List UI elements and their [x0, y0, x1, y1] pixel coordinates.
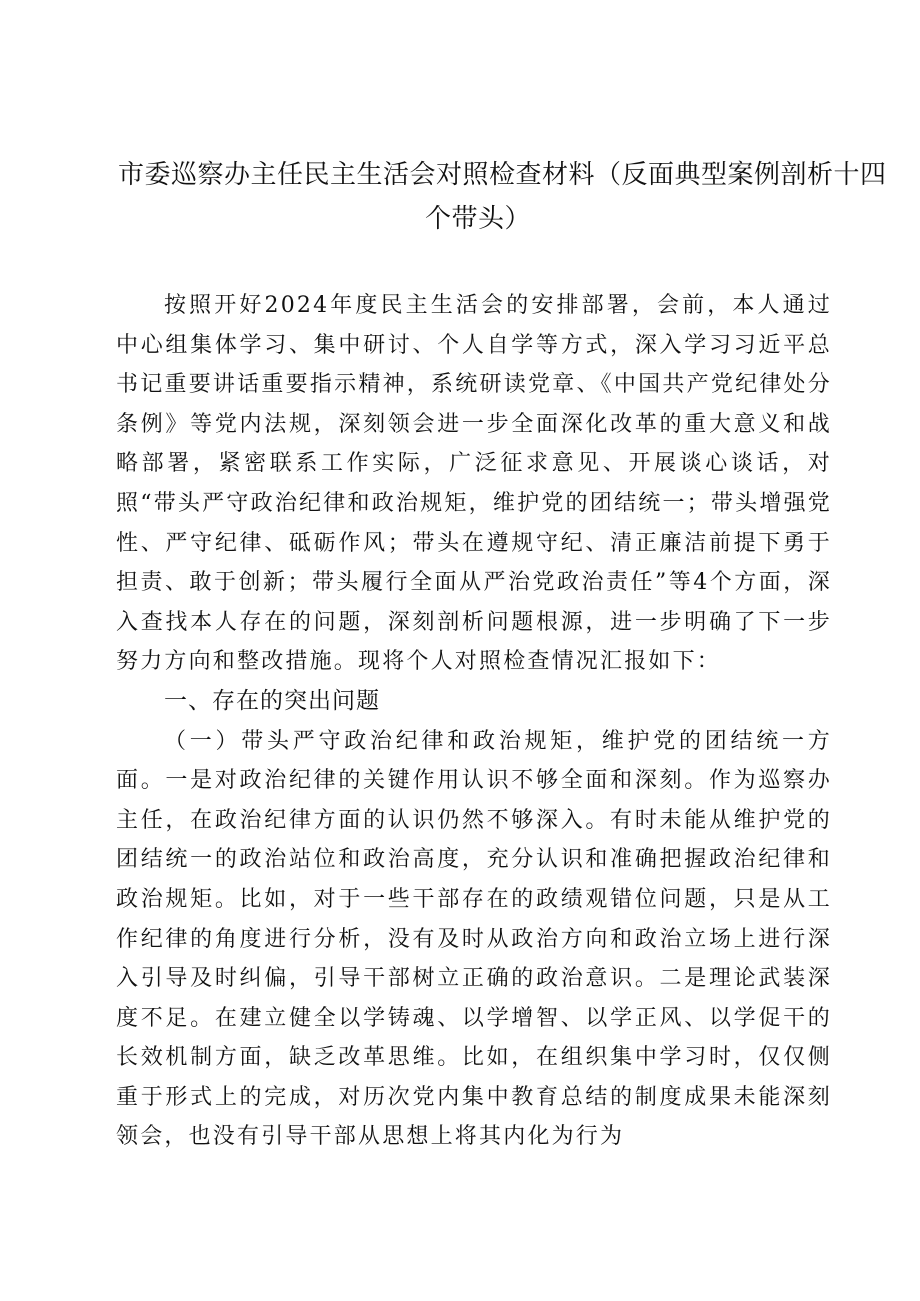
subsection-paragraph: （一）带头严守政治纪律和政治规矩，维护党的团结统一方面。一是对政治纪律的关键作用认识不够全面和深刻。作为巡察办主任，在政治纪律方面的认识仍然不够深入。有时未能从维护党的团结统一的政治站位和政治高度，充分认识和准确把握政治纪律和政治规矩。比如，对于一些干部存在的政绩观错位问题，只是从工作纪律的角度进行分析，没有及时从政治方向和政治立场上进行深入引导及时纠偏，引导干部树立正确的政治意识。二是理论武装深度不足。在建立健全以学铸魂、以学增智、以学正风、以学促干的长效机制方面，缺乏改革思维。比如，在组织集中学习时，仅仅侧重于形式上的完成，对历次党内集中教育总结的制度成果未能深刻领会，也没有引导干部从思想上将其内化为行为	[116, 728, 832, 1150]
title-line-2: 个带头）	[424, 204, 531, 234]
document-title	[118, 153, 887, 241]
title-line-1: 市委巡察办主任民主生活会对照检查材料（反面典型案例剖析十四	[118, 160, 887, 190]
section-heading: 一、存在的突出问题	[164, 687, 380, 714]
document-body	[116, 286, 832, 1157]
intro-paragraph: 按照开好2024年度民主生活会的安排部署，会前，本人通过中心组集体学习、集中研讨、个人自学等方式，深入学习习近平总书记重要讲话重要指示精神，系统研读党章、《中国共产党纪律处分条例》等党内法规，深刻领会进一步全面深化改革的重大意义和战略部署，紧密联系工作实际，广泛征求意见、开展谈心谈话，对照“带头严守政治纪律和政治规矩，维护党的团结统一；带头增强党性、严守纪律、砥砺作风；带头在遵规守纪、清正廉洁前提下勇于担责、敢于创新；带头履行全面从严治党政治责任”等4个方面，深入查找本人存在的问题，深刻剖析问题根源，进一步明确了下一步努力方向和整改措施。现将个人对照检查情况汇报如下：	[116, 293, 832, 675]
